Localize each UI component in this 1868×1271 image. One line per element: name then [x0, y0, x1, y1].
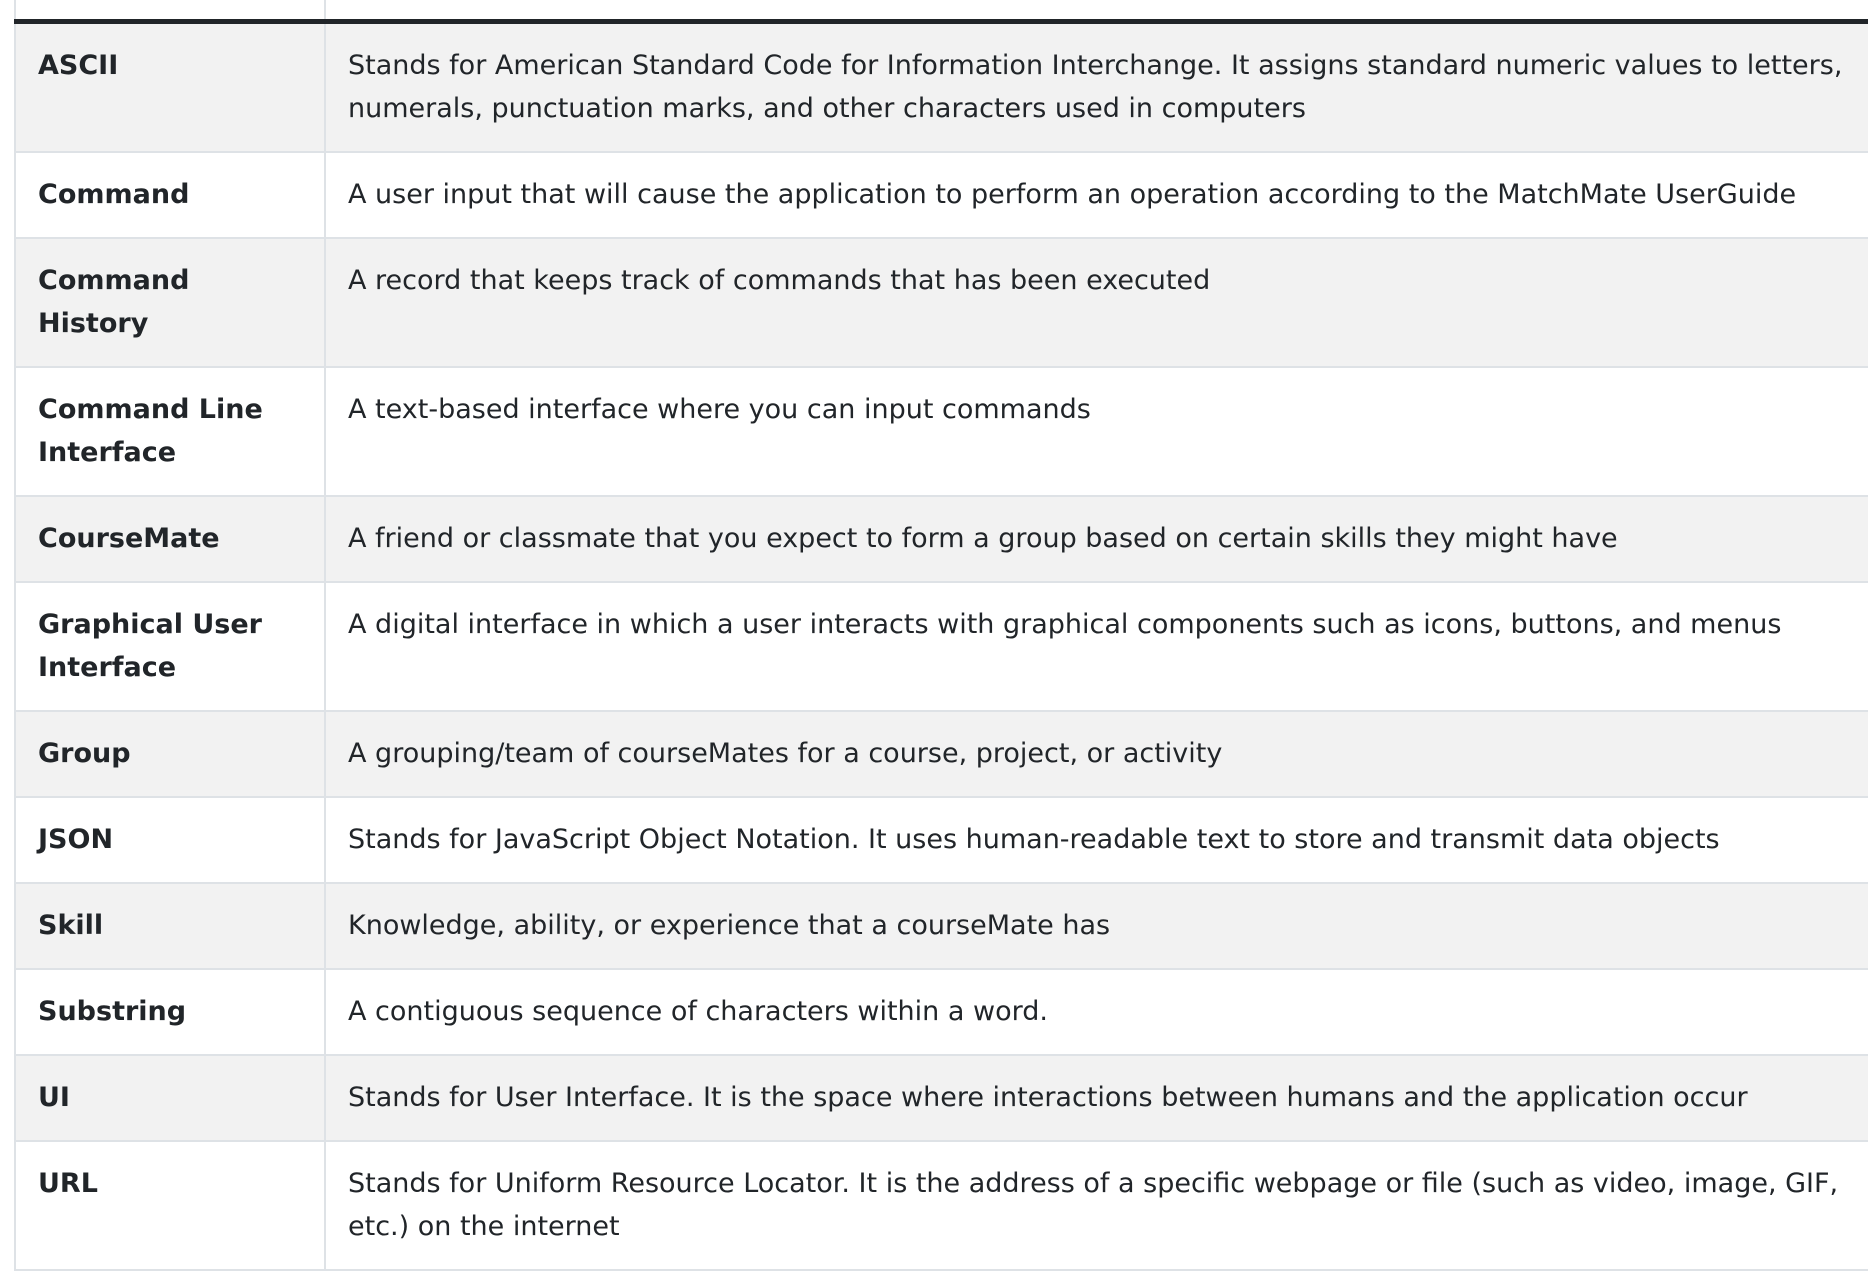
glossary-definition: Stands for American Standard Code for Information Interchange. It assigns standard numeric values to letters, numerals, punctuation marks, and other characters used in computers — [325, 22, 1868, 153]
table-row — [15, 367, 1868, 496]
table-row — [15, 797, 1868, 883]
glossary-term: Substring — [15, 969, 325, 1055]
glossary-definition: Stands for User Interface. It is the space where interactions between humans and the application occur — [325, 1055, 1868, 1141]
glossary-definition: Stands for Uniform Resource Locator. It is the address of a specific webpage or file (such as video, image, GIF, etc.) on the internet — [325, 1141, 1868, 1270]
glossary-term: Command Line Interface — [15, 367, 325, 496]
table-row — [15, 582, 1868, 711]
glossary-table — [14, 0, 1868, 1271]
table-row — [15, 496, 1868, 582]
glossary-definition: A grouping/team of courseMates for a course, project, or activity — [325, 711, 1868, 797]
table-row — [15, 1055, 1868, 1141]
table-row — [15, 969, 1868, 1055]
glossary-table-header — [15, 0, 1868, 22]
glossary-definition: A friend or classmate that you expect to form a group based on certain skills they might have — [325, 496, 1868, 582]
glossary-definition: Knowledge, ability, or experience that a courseMate has — [325, 883, 1868, 969]
glossary-term: JSON — [15, 797, 325, 883]
glossary-term: URL — [15, 1141, 325, 1270]
glossary-definition: A record that keeps track of commands that has been executed — [325, 238, 1868, 367]
glossary-term: ASCII — [15, 22, 325, 153]
glossary-definition: A text-based interface where you can input commands — [325, 367, 1868, 496]
glossary-term: Skill — [15, 883, 325, 969]
glossary-term: Command — [15, 152, 325, 238]
table-row — [15, 22, 1868, 153]
glossary-term: Group — [15, 711, 325, 797]
glossary-definition: A digital interface in which a user interacts with graphical components such as icons, buttons, and menus — [325, 582, 1868, 711]
glossary-definition: A user input that will cause the application to perform an operation according to the MatchMate UserGuide — [325, 152, 1868, 238]
table-row — [15, 152, 1868, 238]
glossary-term: CourseMate — [15, 496, 325, 582]
table-row — [15, 1141, 1868, 1270]
glossary-table-body — [15, 22, 1868, 1271]
glossary-term: UI — [15, 1055, 325, 1141]
header-row — [15, 0, 1868, 22]
glossary-term: Command History — [15, 238, 325, 367]
header-term — [15, 0, 325, 22]
header-definition — [325, 0, 1868, 22]
glossary-definition: Stands for JavaScript Object Notation. It uses human-readable text to store and transmit data objects — [325, 797, 1868, 883]
table-row — [15, 238, 1868, 367]
glossary-definition: A contiguous sequence of characters within a word. — [325, 969, 1868, 1055]
table-row — [15, 883, 1868, 969]
glossary-term: Graphical User Interface — [15, 582, 325, 711]
table-row — [15, 711, 1868, 797]
